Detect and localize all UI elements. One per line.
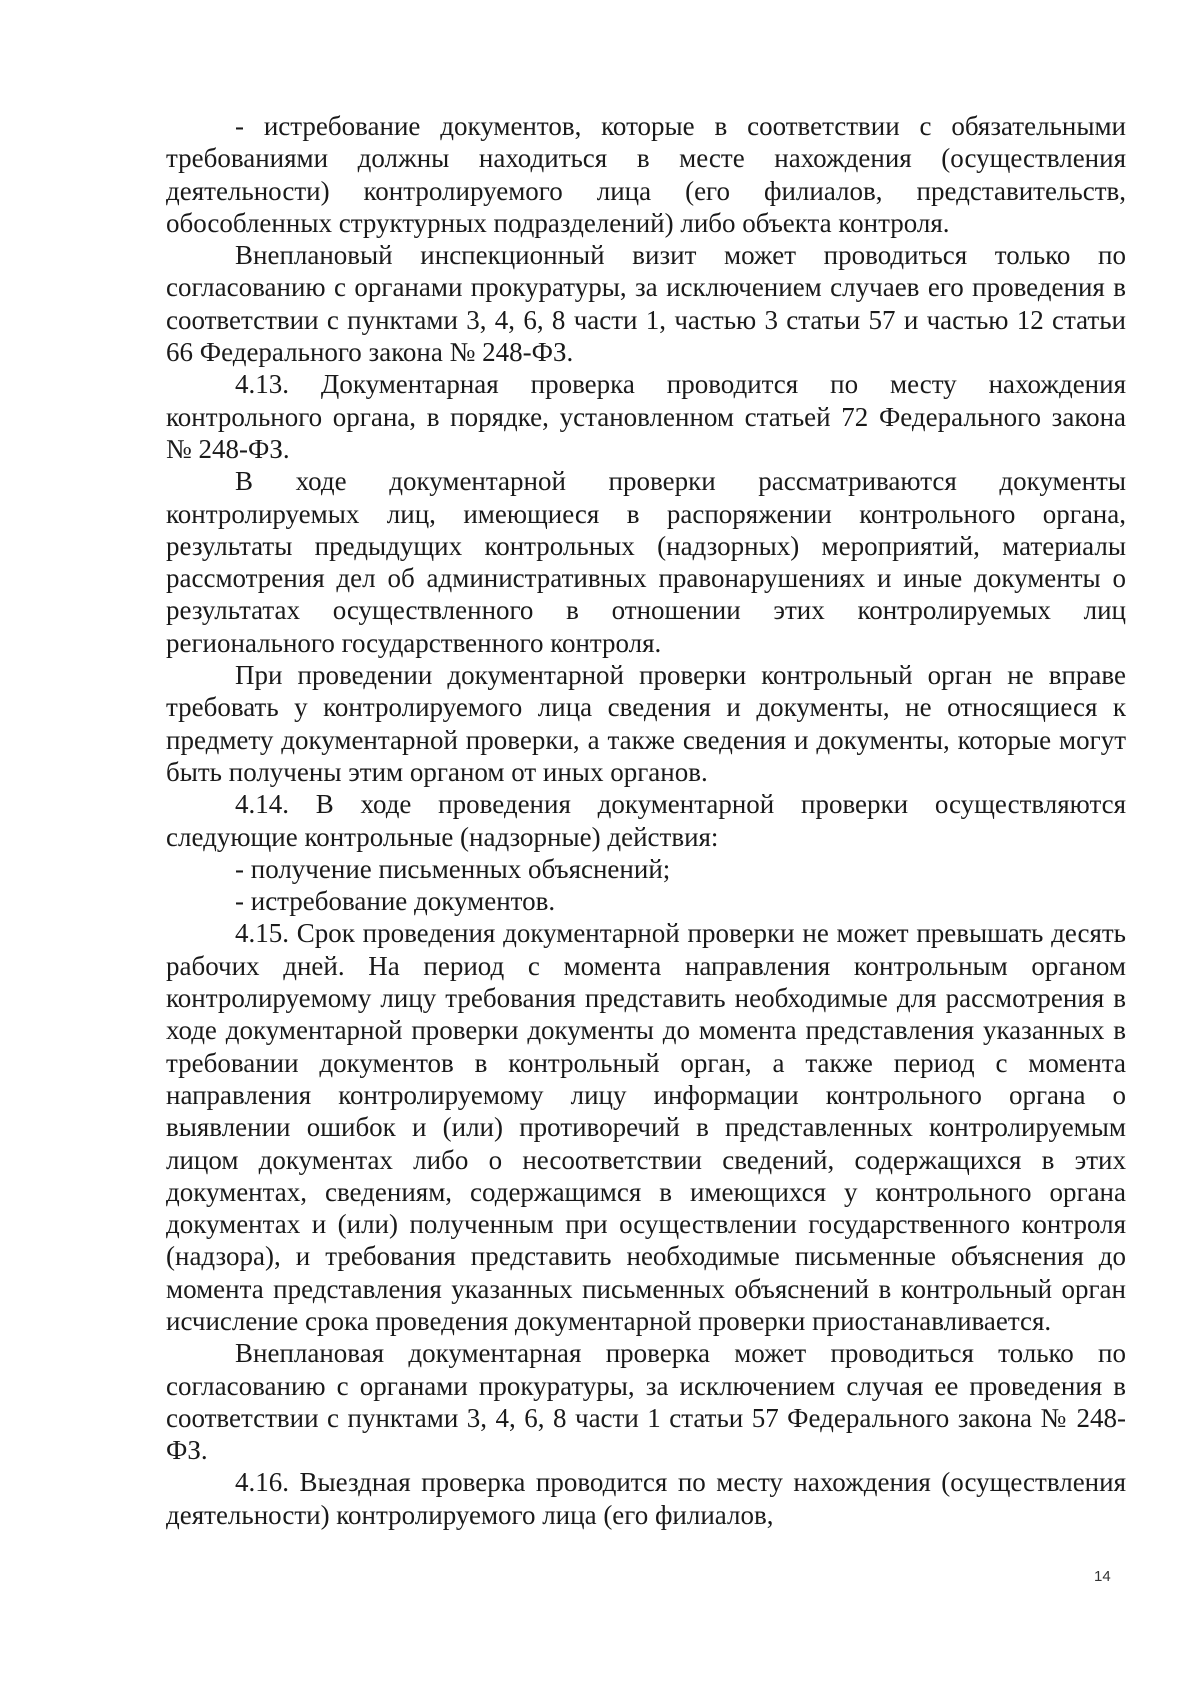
- paragraph-not-entitled-to-request: При проведении документарной проверки контрольный орган не вправе требовать у контролируемого лица сведения и документы, не относящиеся к предмету документарной проверки, а также сведения и документы, которые могут быть получены этим органом от иных органов.: [166, 660, 1126, 787]
- paragraph-4-14: 4.14. В ходе проведения документарной проверки осуществляются следующие контрольные (надзорные) действия:: [166, 789, 1126, 852]
- paragraph-4-15: 4.15. Срок проведения документарной проверки не может превышать десять рабочих дней. На период с момента направления контрольным органом контролируемому лицу требования представить необходимые для рассмотрения в ходе документарной проверки документы до момента представления указанных в требовании документов в контрольный орган, а также период с момента направления контролируемому лицу информации контрольного органа о выявлении ошибок и (или) противоречий в представленных контролируемым лицом документах либо о несоответствии сведений, содержащихся в этих документах, сведениям, содержащимся в имеющихся у контрольного органа документах и (или) полученным при осуществлении государственного контроля (надзора), и требования представить необходимые письменные объяснения до момента представления указанных письменных объяснений в контрольный орган исчисление срока проведения документарной проверки приостанавливается.: [166, 918, 1126, 1336]
- paragraph-documents-demand: - истребование документов, которые в соответствии с обязательными требованиями должны находиться в месте нахождения (осуществления деятельности) контролируемого лица (его филиалов, представительств, обособленных структурных подразделений) либо объекта контроля.: [166, 111, 1126, 238]
- page-number: 14: [1094, 1568, 1111, 1585]
- document-body: [166, 110, 1126, 1531]
- paragraph-4-16: 4.16. Выездная проверка проводится по месту нахождения (осуществления деятельности) контролируемого лица (его филиалов,: [166, 1467, 1126, 1530]
- paragraph-4-13: 4.13. Документарная проверка проводится по месту нахождения контрольного органа, в порядке, установленном статьей 72 Федерального закона № 248-ФЗ.: [166, 369, 1126, 464]
- paragraph-unscheduled-documentary-check: Внеплановая документарная проверка может проводиться только по согласованию с органами прокуратуры, за исключением случая ее проведения в соответствии с пунктами 3, 4, 6, 8 части 1 статьи 57 Федерального закона № 248-ФЗ.: [166, 1338, 1126, 1466]
- list-item-explanations: - получение письменных объяснений;: [235, 853, 671, 884]
- list-item-documents: - истребование документов.: [235, 886, 556, 917]
- paragraph-unscheduled-inspection-visit: Внеплановый инспекционный визит может проводиться только по согласованию с органами прокуратуры, за исключением случаев его проведения в соответствии с пунктами 3, 4, 6, 8 части 1, частью 3 статьи 57 и частью 12 статьи 66 Федерального закона № 248-ФЗ.: [166, 240, 1126, 368]
- paragraph-documents-reviewed: В ходе документарной проверки рассматриваются документы контролируемых лиц, имеющиеся в распоряжении контрольного органа, результаты предыдущих контрольных (надзорных) мероприятий, материалы рассмотрения дел об административных правонарушениях и иные документы о результатах осуществленного в отношении этих контролируемых лиц регионального государственного контроля.: [166, 466, 1126, 658]
